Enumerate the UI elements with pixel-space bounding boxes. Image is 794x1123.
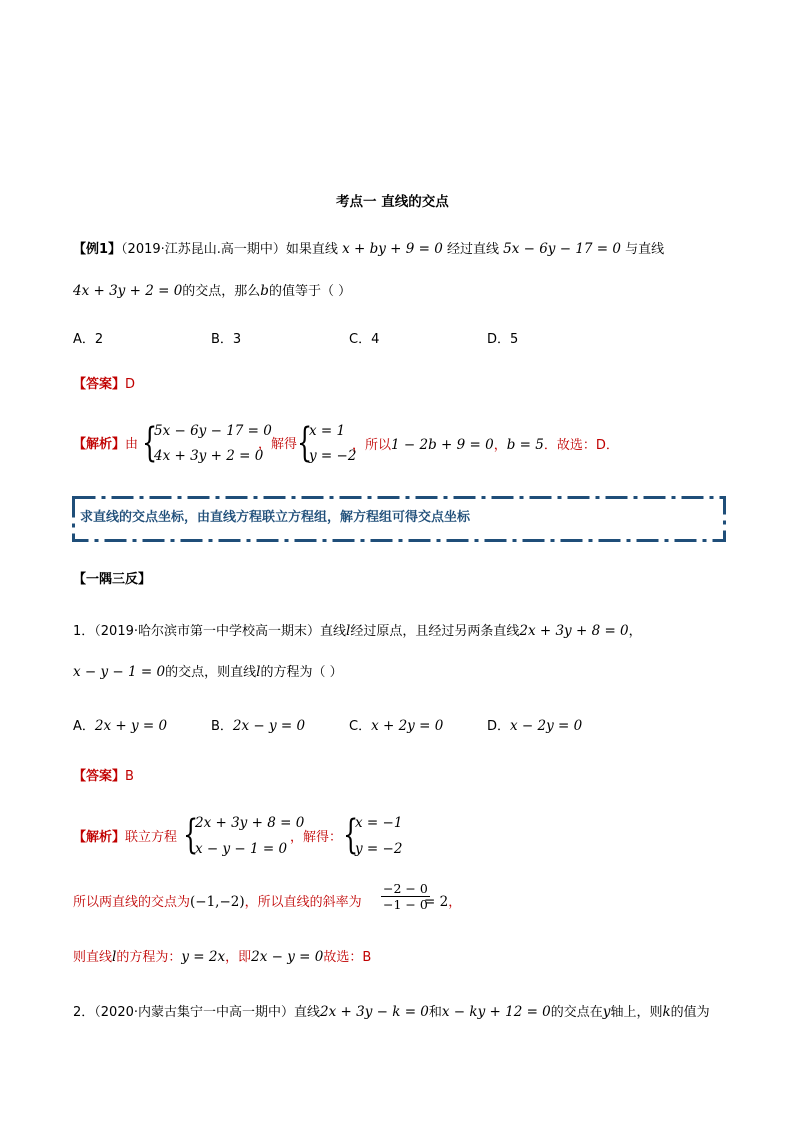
analysis-text: ，所以 [352, 438, 392, 453]
q2-var-k: k [662, 1004, 671, 1020]
example1-system-line2: 4x + 3y + 2 = 0 [154, 448, 264, 464]
q1-line1 [73, 622, 642, 641]
example1-eq1: x + by + 9 = 0 [342, 241, 443, 257]
answer-label: 【答案】 [73, 377, 126, 392]
example1-text: 的值等于（ ） [268, 284, 352, 299]
analysis-text: ，所以直线的斜率为 [244, 895, 362, 910]
fraction-denominator: −1 − 0 [383, 897, 428, 912]
q2-eq1: 2x + 3y − k = 0 [320, 1004, 429, 1020]
q1-var-l: l [112, 949, 117, 965]
analysis-text: 所以两直线的交点为 [73, 895, 191, 910]
example1-analysis-tail [352, 436, 619, 455]
q1-text: 的方程为（ ） [260, 665, 343, 680]
analysis-equation: y = 2x [181, 949, 226, 965]
q1-analysis-text: ，解得： [290, 830, 343, 845]
answer-label: 【答案】 [73, 769, 126, 784]
left-brace-icon: { [343, 812, 359, 858]
q1-analysis-label [73, 829, 177, 847]
slope-value: = 2 [424, 894, 449, 910]
example1-text: 如果直线 [285, 242, 338, 257]
example1-eq3: 4x + 3y + 2 = 0 [73, 283, 183, 299]
analysis-text: 由 [125, 437, 139, 452]
example1-text: 经过直线 [446, 242, 499, 257]
example1-text: 的交点，那么 [182, 284, 261, 299]
analysis-equation: b = 5 [506, 437, 544, 453]
section-title: 考点一 直线的交点 [336, 194, 449, 210]
option-eq: 2x + y = 0 [94, 718, 168, 734]
q2-text: 直线 [294, 1005, 321, 1020]
analysis-text: ， [448, 895, 462, 910]
q2-line1 [73, 1003, 710, 1022]
analysis-equation: 2x − y = 0 [251, 949, 324, 965]
example1-var-b: b [260, 283, 269, 299]
q1-answer [73, 768, 134, 786]
left-brace-icon: { [183, 812, 199, 858]
tip-box [72, 496, 726, 542]
example1-analysis-label [73, 436, 138, 454]
q2-text: 轴上，则 [610, 1005, 663, 1020]
q1-option-a [73, 717, 167, 736]
analysis-text: ．故选：D． [543, 438, 619, 453]
analysis-label: 【解析】 [73, 437, 126, 452]
option-eq: x + 2y = 0 [371, 718, 444, 734]
q1-text: 经过原点，且经过另两条直线 [350, 624, 520, 639]
example1-option-c: C．4 [349, 332, 380, 347]
q1-eq2: x − y − 1 = 0 [73, 664, 166, 680]
q1-solution-line1: x = −1 [355, 815, 403, 831]
analysis-text: 则直线 [73, 950, 113, 965]
analysis-equation: 1 − 2b + 9 = 0 [391, 437, 494, 453]
example1-analysis-text: ，解得 [258, 437, 298, 452]
tip-text: 求直线的交点坐标，由直线方程联立方程组，解方程组可得交点坐标 [80, 510, 471, 525]
example1-option-b: B．3 [211, 332, 242, 347]
q2-eq2: x − ky + 12 = 0 [441, 1004, 551, 1020]
left-brace-icon: { [142, 420, 158, 466]
analysis-text: 联立方程 [125, 830, 178, 845]
option-eq: x − 2y = 0 [510, 718, 583, 734]
q1-text: ， [628, 624, 642, 639]
q1-system-line2: x − y − 1 = 0 [195, 841, 288, 857]
q1-slope-result [424, 893, 461, 912]
example1-text: 与直线 [625, 242, 665, 257]
analysis-text: 故选：B [323, 950, 372, 965]
q1-solution-line2: y = −2 [355, 841, 403, 857]
example1-solution-line2: y = −2 [309, 448, 357, 464]
intersection-point: (−1,−2) [190, 894, 245, 910]
q1-line2 [73, 663, 343, 682]
example1-option-d: D．5 [487, 332, 519, 347]
practice-heading: 【一隅三反】 [73, 572, 152, 587]
answer-value: D [125, 377, 136, 392]
analysis-text: ， [493, 438, 507, 453]
q1-analysis-line3 [73, 948, 371, 967]
analysis-text: ，即 [225, 950, 252, 965]
q2-source: 2．（2020·内蒙古集宁一中高一期中） [73, 1005, 294, 1020]
analysis-text: 的方程为： [116, 950, 182, 965]
example1-eq2: 5x − 6y − 17 = 0 [503, 241, 621, 257]
q1-var-l: l [256, 664, 261, 680]
example1-line1 [73, 240, 664, 259]
option-letter: C． [349, 719, 372, 734]
q1-source: 1．（2019·哈尔滨市第一中学校高一期末） [73, 624, 320, 639]
q1-text: 的交点，则直线 [165, 665, 257, 680]
q1-option-c [349, 717, 443, 736]
example1-solution-line1: x = 1 [309, 423, 346, 439]
example1-line2 [73, 282, 351, 301]
option-letter: A． [73, 719, 95, 734]
example1-label: 【例1】 [73, 242, 122, 257]
q1-option-b [211, 717, 305, 736]
q1-analysis-line2 [73, 893, 362, 912]
fraction-numerator: −2 − 0 [383, 881, 428, 896]
q2-text: 的交点在 [550, 1005, 603, 1020]
q1-eq1: 2x + 3y + 8 = 0 [519, 623, 629, 639]
example1-option-a: A．2 [73, 332, 104, 347]
answer-value: B [125, 769, 134, 784]
q2-text: 的值为 [670, 1005, 710, 1020]
example1-source: （2019·江苏昆山.高一期中） [121, 242, 286, 257]
q1-option-d [487, 717, 582, 736]
analysis-label: 【解析】 [73, 830, 126, 845]
q1-var-l: l [346, 623, 351, 639]
left-brace-icon: { [297, 420, 313, 466]
option-letter: B． [211, 719, 233, 734]
q2-var-y: y [602, 1004, 611, 1020]
example1-system-line1: 5x − 6y − 17 = 0 [154, 423, 272, 439]
option-eq: 2x − y = 0 [232, 718, 306, 734]
slope-fraction [381, 881, 430, 912]
q1-text: 直线 [320, 624, 347, 639]
example1-answer [73, 376, 135, 394]
q1-system-line1: 2x + 3y + 8 = 0 [195, 815, 305, 831]
q2-text: 和 [428, 1005, 442, 1020]
option-letter: D． [487, 719, 511, 734]
